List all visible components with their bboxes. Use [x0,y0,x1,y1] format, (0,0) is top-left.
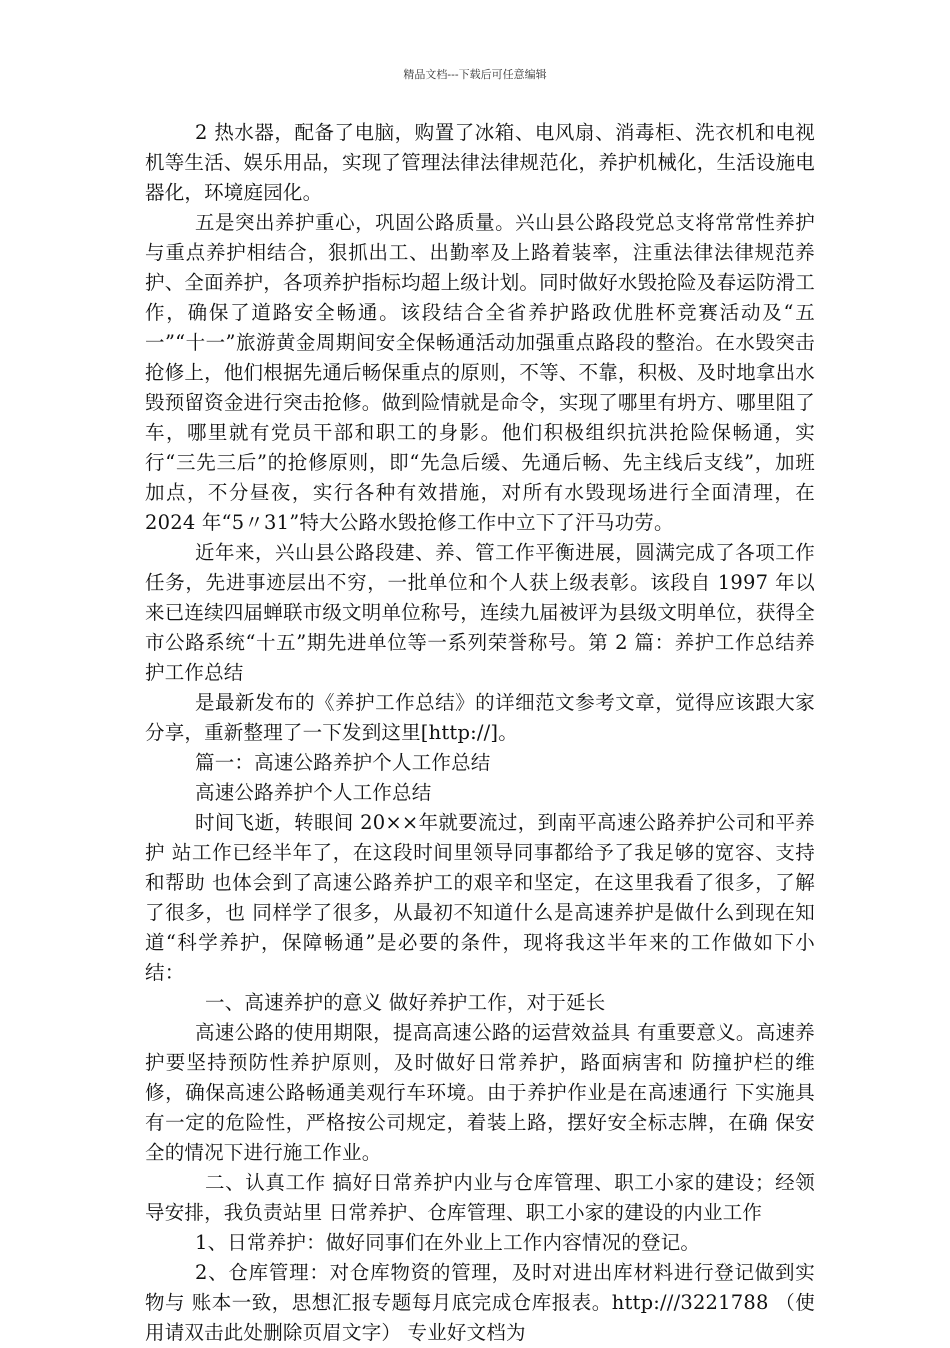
page-header: 精品文档---下载后可任意编辑 [403,68,547,81]
paragraph: 时间飞逝，转眼间 20××年就要流过，到南平高速公路养护公司和平养护 站工作已经半年了，在这段时间里领导同事都给予了我足够的宽容、支持和帮助 也体会到了高速公路养护工的艰辛和坚定，在这里我看了很多，了解了很多，也 同样学了很多，从最初不知道什么是高速养护是做什么到现在知道“科学养护，保障畅通”是必要的条件，现将我这半年来的工作做如下小结： [145,811,815,984]
section-heading: 一、高速养护的意义 做好养护工作，对于延长 [205,991,606,1014]
paragraph: 高速公路的使用期限，提高高速公路的运营效益具 有重要意义。高速养护要坚持预防性养护原则，及时做好日常养护，路面病害和 防撞护栏的维修，确保高速公路畅通美观行车环境。由于养护作业是在高速通行 下实施具有一定的危险性，严格按公司规定，着装上路，摆好安全标志牌，在确 保安全的情况下进行施工作业。 [145,1021,815,1164]
paragraph: 是最新发布的《养护工作总结》的详细范文参考文章，觉得应该跟大家分享，重新整理了一下发到这里[http://]。 [145,691,815,744]
paragraph: 五是突出养护重心，巩固公路质量。兴山县公路段党总支将常常性养护与重点养护相结合，狠抓出工、出勤率及上路着装率，注重法律法律规范养护、全面养护，各项养护指标均超上级计划。同时做好水毁抢险及春运防滑工作，确保了道路安全畅通。该段结合全省养护路政优胜杯竞赛活动及“五一”“十一”旅游黄金周期间安全保畅通活动加强重点路段的整治。在水毁突击抢修上，他们根据先通后畅保重点的原则，不等、不靠，积极、及时地拿出水毁预留资金进行突击抢修。做到险情就是命令，实现了哪里有坍方、哪里阻了车，哪里就有党员干部和职工的身影。他们积极组织抗洪抢险保畅通，实行“三先三后”的抢修原则，即“先急后缓、先通后畅、先主线后支线”，加班加点，不分昼夜，实行各种有效措施，对所有水毁现场进行全面清理，在 2024 年“5〃31”特大公路水毁抢修工作中立下了汗马功劳。 [145,211,815,534]
paragraph: 近年来，兴山县公路段建、养、管工作平衡进展，圆满完成了各项工作任务，先进事迹层出不穷，一批单位和个人获上级表彰。该段自 1997 年以来已连续四届蝉联市级文明单位称号，连续九届被评为县级文明单位，获得全市公路系统“十五”期先进单位等一系列荣誉称号。第 2 篇：养护工作总结养护工作总结 [145,541,815,684]
paragraph: 2、仓库管理：对仓库物资的管理，及时对进出库材料进行登记做到实物与 账本一致，思想汇报专题每月底完成仓库报表。http:///3221788 （使用请双击此处删除页眉文字） 专业好文档为 [145,1261,815,1344]
section-heading: 高速公路养护个人工作总结 [195,781,432,804]
paragraph: 2 热水器，配备了电脑，购置了冰箱、电风扇、消毒柜、洗衣机和电视机等生活、娱乐用品，实现了管理法律法律规范化，养护机械化，生活设施电器化，环境庭园化。 [145,121,815,204]
section-heading: 篇一：高速公路养护个人工作总结 [195,751,491,774]
paragraph: 1、日常养护：做好同事们在外业上工作内容情况的登记。 [195,1231,701,1254]
document-body [145,118,815,1348]
section-heading: 二、认真工作 搞好日常养护内业与仓库管理、职工小家的建设；经领导安排，我负责站里 日常养护、仓库管理、职工小家的建设的内业工作 [145,1171,815,1224]
